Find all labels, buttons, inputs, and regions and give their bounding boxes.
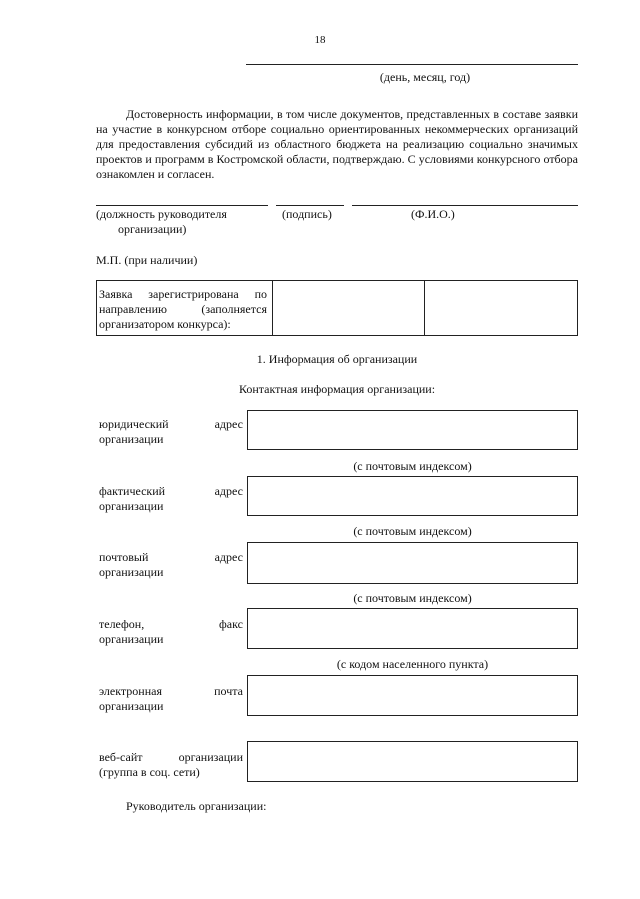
fio-caption: (Ф.И.О.) (411, 207, 455, 221)
registration-table-divider-2 (424, 281, 425, 335)
actual-address-hint: (с почтовым индексом) (353, 524, 472, 538)
position-line (96, 205, 268, 206)
actual-address-label-c: организации (99, 499, 164, 513)
actual-address-label-a: фактический (99, 484, 166, 498)
postal-address-label-a: почтовый (99, 550, 149, 564)
seal-note: М.П. (при наличии) (96, 253, 198, 267)
actual-address-label (99, 484, 243, 514)
website-label-c: (группа в соц. сети) (99, 765, 200, 779)
phone-fax-label (99, 617, 243, 647)
actual-address-field[interactable] (247, 476, 578, 516)
legal-address-field[interactable] (247, 410, 578, 450)
date-line (246, 64, 578, 65)
fio-line (352, 205, 578, 206)
phone-fax-label-a: телефон, (99, 617, 145, 631)
head-of-organization: Руководитель организации: (126, 799, 267, 813)
postal-address-field[interactable] (247, 542, 578, 584)
email-label (99, 684, 243, 714)
signature-caption: (подпись) (282, 207, 332, 221)
date-caption: (день, месяц, год) (379, 70, 471, 84)
website-label (99, 750, 243, 780)
phone-fax-label-b: факс (219, 617, 243, 631)
postal-address-label-c: организации (99, 565, 164, 579)
page-number: 18 (314, 34, 326, 46)
legal-address-label (99, 417, 243, 447)
postal-address-label (99, 550, 243, 580)
email-label-c: организации (99, 699, 164, 713)
email-label-b: почта (214, 684, 243, 698)
section-title: 1. Информация об организации (256, 352, 418, 366)
legal-address-label-a: юридический (99, 417, 169, 431)
contact-title: Контактная информация организации: (238, 382, 436, 396)
email-label-a: электронная (99, 684, 162, 698)
postal-address-hint: (с почтовым индексом) (353, 591, 472, 605)
position-caption-line2: организации) (118, 222, 187, 236)
legal-address-label-c: организации (99, 432, 164, 446)
phone-fax-label-c: организации (99, 632, 164, 646)
phone-fax-hint: (с кодом населенного пункта) (336, 657, 489, 671)
confirmation-paragraph: Достоверность информации, в том числе документов, представленных в составе заявки на участие в конкурсном отборе социально ориентированных некоммерческих организаций для предоставления субсидий из областного бюджета на реализацию социально значимых проектов и программ в Костромской области, подтверждаю. С условиями конкурсного отбора ознакомлен и согласен. (96, 107, 578, 181)
registration-label: Заявка зарегистрирована по направлению (заполняется организатором конкурса): (99, 287, 267, 331)
registration-table-divider-1 (272, 281, 273, 335)
website-field[interactable] (247, 741, 578, 782)
legal-address-hint: (с почтовым индексом) (353, 459, 472, 473)
email-field[interactable] (247, 675, 578, 716)
signature-line (276, 205, 344, 206)
legal-address-label-b: адрес (214, 417, 243, 431)
website-label-a: веб-сайт (99, 750, 143, 764)
phone-fax-field[interactable] (247, 608, 578, 649)
website-label-b: организации (178, 750, 243, 764)
position-caption-line1: (должность руководителя (96, 207, 227, 221)
position-caption (96, 207, 266, 237)
actual-address-label-b: адрес (214, 484, 243, 498)
postal-address-label-b: адрес (214, 550, 243, 564)
